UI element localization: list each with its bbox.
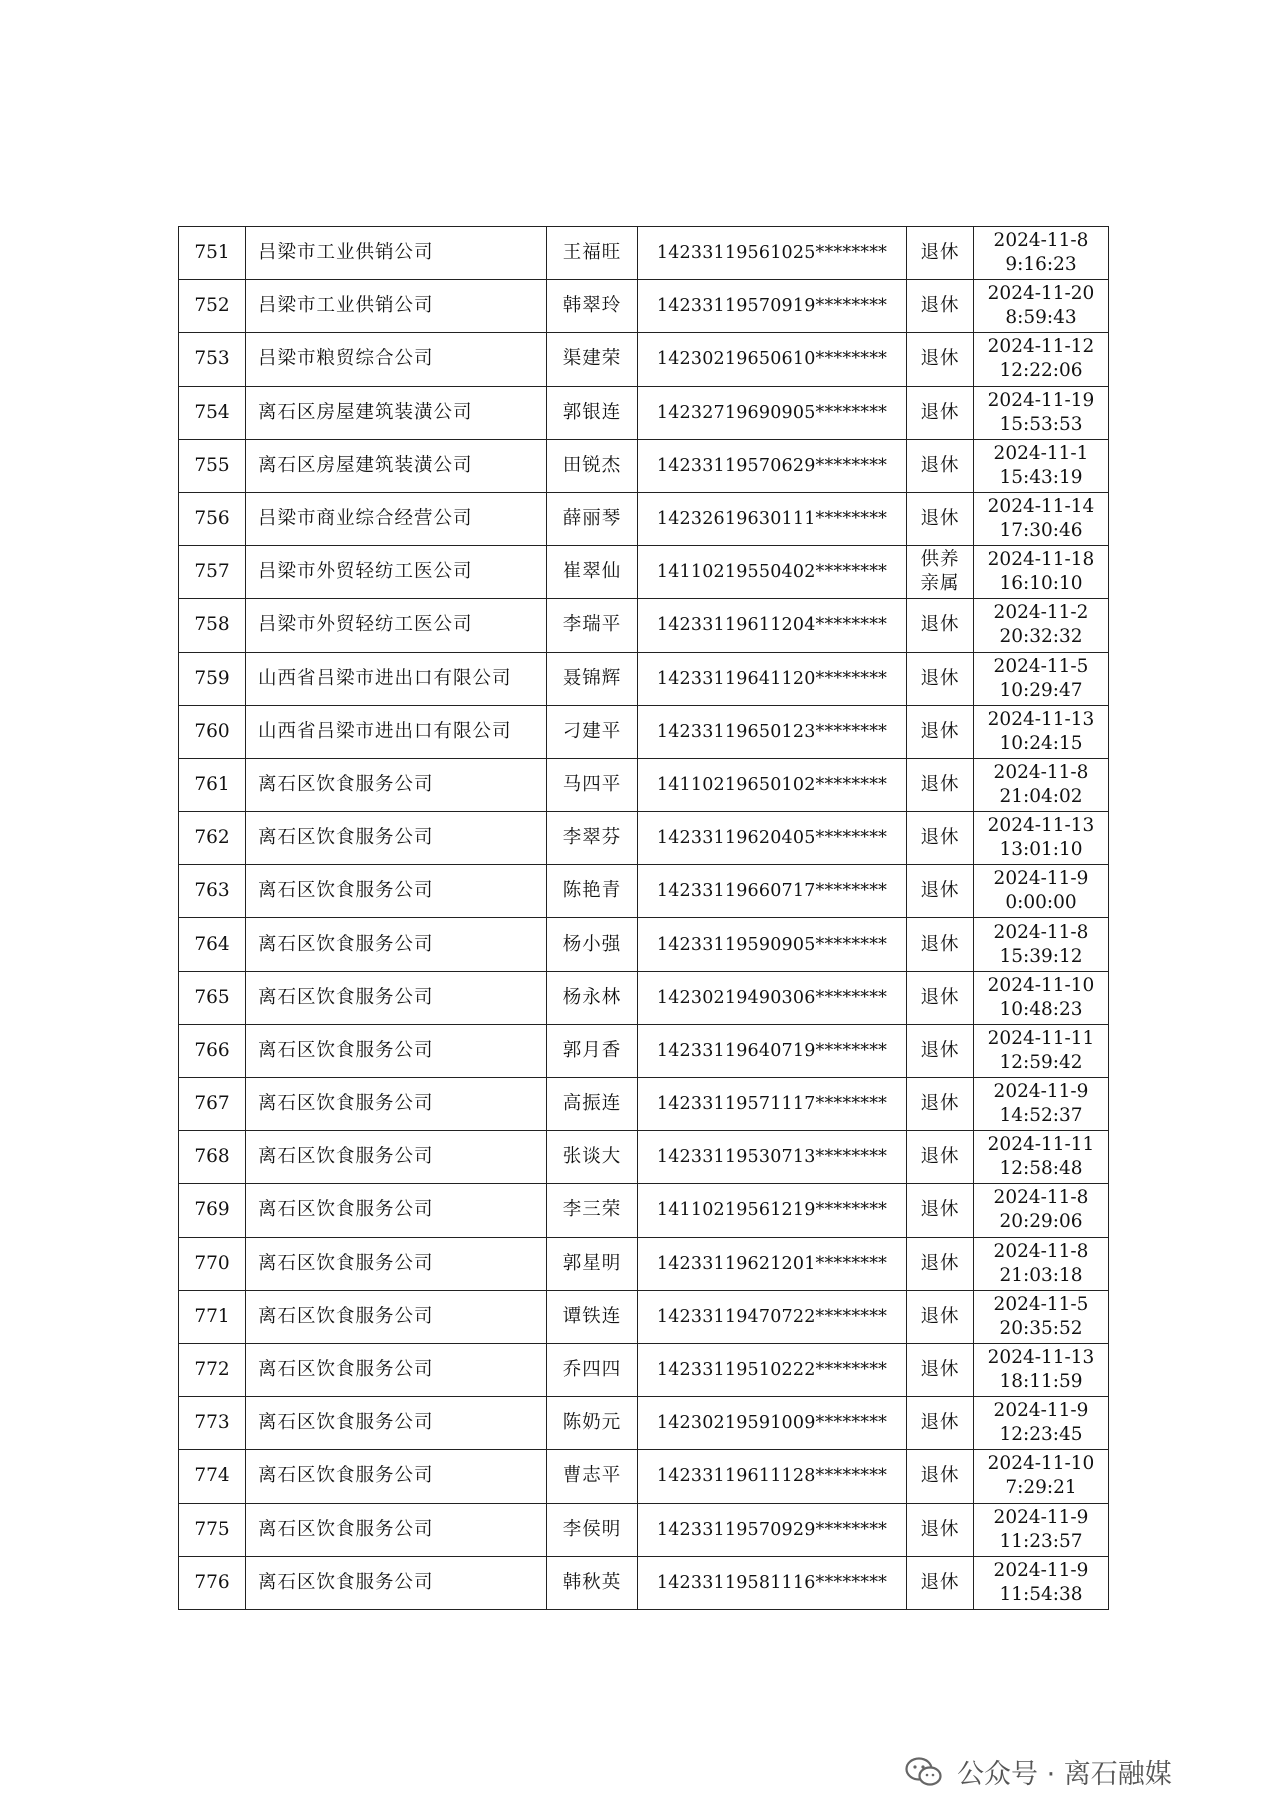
table-row [179, 652, 1109, 705]
table-row [179, 227, 1109, 280]
person-name: 郭星明 [547, 1237, 638, 1290]
person-name: 薛丽琴 [547, 492, 638, 545]
table-row [179, 1290, 1109, 1343]
timestamp-date: 2024-11-20 [987, 283, 1095, 305]
timestamp-time: 17:30:46 [999, 520, 1083, 542]
record-type: 退休 [907, 227, 974, 280]
timestamp-time: 21:04:02 [999, 785, 1083, 807]
person-name: 郭银连 [547, 386, 638, 439]
timestamp-cell [974, 1397, 1109, 1450]
person-name: 乔四四 [547, 1343, 638, 1396]
timestamp-time: 20:32:32 [999, 626, 1083, 648]
organization-name: 离石区饮食服务公司 [246, 758, 547, 811]
id-number: 14232719690905******** [638, 386, 907, 439]
person-name: 李瑞平 [547, 599, 638, 652]
timestamp-time: 12:59:42 [999, 1051, 1083, 1073]
timestamp-cell [974, 652, 1109, 705]
row-number: 762 [179, 812, 246, 865]
timestamp-date: 2024-11-8 [993, 1187, 1089, 1209]
timestamp-time: 15:53:53 [999, 413, 1083, 435]
organization-name: 离石区饮食服务公司 [246, 918, 547, 971]
timestamp-cell [974, 492, 1109, 545]
record-type: 退休 [907, 492, 974, 545]
organization-name: 离石区饮食服务公司 [246, 865, 547, 918]
record-type: 退休 [907, 865, 974, 918]
organization-name: 离石区饮食服务公司 [246, 1237, 547, 1290]
timestamp-time: 11:23:57 [999, 1530, 1083, 1552]
table-row [179, 1024, 1109, 1077]
timestamp-date: 2024-11-8 [993, 230, 1089, 252]
timestamp-time: 15:43:19 [999, 466, 1083, 488]
timestamp-time: 18:11:59 [999, 1371, 1083, 1393]
timestamp-cell [974, 705, 1109, 758]
organization-name: 离石区饮食服务公司 [246, 1184, 547, 1237]
timestamp-cell [974, 1184, 1109, 1237]
table-row [179, 812, 1109, 865]
organization-name: 吕梁市工业供销公司 [246, 280, 547, 333]
pension-record-table [178, 226, 1109, 1610]
id-number: 14230219490306******** [638, 971, 907, 1024]
record-type: 退休 [907, 652, 974, 705]
id-number: 14110219550402******** [638, 546, 907, 599]
timestamp-date: 2024-11-9 [993, 868, 1089, 890]
timestamp-time: 8:59:43 [1005, 307, 1077, 329]
id-number: 14233119571117******** [638, 1078, 907, 1131]
record-type: 退休 [907, 280, 974, 333]
person-name: 马四平 [547, 758, 638, 811]
table-row [179, 1184, 1109, 1237]
record-type: 退休 [907, 439, 974, 492]
organization-name: 离石区房屋建筑装潢公司 [246, 439, 547, 492]
timestamp-date: 2024-11-9 [993, 1081, 1089, 1103]
id-number: 14232619630111******** [638, 492, 907, 545]
person-name: 李翠芬 [547, 812, 638, 865]
row-number: 751 [179, 227, 246, 280]
row-number: 769 [179, 1184, 246, 1237]
organization-name: 离石区饮食服务公司 [246, 971, 547, 1024]
timestamp-cell [974, 1131, 1109, 1184]
record-type: 供养亲属 [907, 546, 974, 599]
table-row [179, 971, 1109, 1024]
timestamp-date: 2024-11-14 [987, 496, 1095, 518]
table-row [179, 599, 1109, 652]
id-number: 14233119660717******** [638, 865, 907, 918]
timestamp-cell [974, 280, 1109, 333]
timestamp-date: 2024-11-10 [987, 1453, 1095, 1475]
timestamp-date: 2024-11-13 [987, 815, 1095, 837]
organization-name: 山西省吕梁市进出口有限公司 [246, 652, 547, 705]
timestamp-date: 2024-11-18 [987, 549, 1095, 571]
person-name: 韩翠玲 [547, 280, 638, 333]
timestamp-date: 2024-11-2 [993, 602, 1089, 624]
organization-name: 离石区饮食服务公司 [246, 1343, 547, 1396]
person-name: 郭月香 [547, 1024, 638, 1077]
timestamp-cell [974, 1343, 1109, 1396]
record-type: 退休 [907, 599, 974, 652]
row-number: 774 [179, 1450, 246, 1503]
row-number: 757 [179, 546, 246, 599]
timestamp-time: 7:29:21 [1005, 1477, 1077, 1499]
person-name: 曹志平 [547, 1450, 638, 1503]
id-number: 14233119570919******** [638, 280, 907, 333]
timestamp-date: 2024-11-9 [993, 1506, 1089, 1528]
table-row [179, 1343, 1109, 1396]
person-name: 杨小强 [547, 918, 638, 971]
timestamp-time: 12:23:45 [999, 1424, 1083, 1446]
record-type: 退休 [907, 1024, 974, 1077]
organization-name: 离石区饮食服务公司 [246, 1290, 547, 1343]
timestamp-cell [974, 1290, 1109, 1343]
organization-name: 离石区饮食服务公司 [246, 1556, 547, 1609]
person-name: 陈艳青 [547, 865, 638, 918]
person-name: 王福旺 [547, 227, 638, 280]
timestamp-cell [974, 1024, 1109, 1077]
person-name: 李侯明 [547, 1503, 638, 1556]
organization-name: 离石区饮食服务公司 [246, 1024, 547, 1077]
table-row [179, 1503, 1109, 1556]
row-number: 756 [179, 492, 246, 545]
record-type: 退休 [907, 1237, 974, 1290]
row-number: 767 [179, 1078, 246, 1131]
record-type: 退休 [907, 1556, 974, 1609]
record-type: 退休 [907, 1397, 974, 1450]
organization-name: 吕梁市粮贸综合公司 [246, 333, 547, 386]
row-number: 770 [179, 1237, 246, 1290]
timestamp-date: 2024-11-8 [993, 1240, 1089, 1262]
person-name: 聂锦辉 [547, 652, 638, 705]
timestamp-cell [974, 386, 1109, 439]
timestamp-cell [974, 1503, 1109, 1556]
person-name: 张谈大 [547, 1131, 638, 1184]
record-type: 退休 [907, 1290, 974, 1343]
timestamp-date: 2024-11-13 [987, 1347, 1095, 1369]
timestamp-time: 10:48:23 [999, 998, 1083, 1020]
row-number: 754 [179, 386, 246, 439]
timestamp-time: 15:39:12 [999, 945, 1083, 967]
timestamp-time: 14:52:37 [999, 1105, 1083, 1127]
id-number: 14110219650102******** [638, 758, 907, 811]
record-type: 退休 [907, 1131, 974, 1184]
row-number: 776 [179, 1556, 246, 1609]
record-type: 退休 [907, 1503, 974, 1556]
timestamp-time: 11:54:38 [999, 1583, 1083, 1605]
row-number: 765 [179, 971, 246, 1024]
person-name: 渠建荣 [547, 333, 638, 386]
id-number: 14233119570929******** [638, 1503, 907, 1556]
timestamp-time: 0:00:00 [1005, 892, 1077, 914]
organization-name: 吕梁市工业供销公司 [246, 227, 547, 280]
table-row [179, 333, 1109, 386]
organization-name: 离石区饮食服务公司 [246, 1503, 547, 1556]
row-number: 763 [179, 865, 246, 918]
timestamp-date: 2024-11-10 [987, 974, 1095, 996]
id-number: 14233119590905******** [638, 918, 907, 971]
organization-name: 离石区饮食服务公司 [246, 1450, 547, 1503]
row-number: 752 [179, 280, 246, 333]
timestamp-cell [974, 1556, 1109, 1609]
timestamp-cell [974, 758, 1109, 811]
id-number: 14233119650123******** [638, 705, 907, 758]
organization-name: 吕梁市外贸轻纺工医公司 [246, 546, 547, 599]
timestamp-cell [974, 599, 1109, 652]
timestamp-time: 20:29:06 [999, 1211, 1083, 1233]
timestamp-date: 2024-11-1 [993, 442, 1089, 464]
timestamp-time: 16:10:10 [999, 573, 1083, 595]
timestamp-cell [974, 439, 1109, 492]
timestamp-cell [974, 1450, 1109, 1503]
person-name: 谭铁连 [547, 1290, 638, 1343]
id-number: 14230219650610******** [638, 333, 907, 386]
timestamp-cell [974, 333, 1109, 386]
timestamp-date: 2024-11-8 [993, 921, 1089, 943]
timestamp-time: 9:16:23 [1005, 254, 1077, 276]
table-body [179, 227, 1109, 1610]
timestamp-time: 13:01:10 [999, 839, 1083, 861]
id-number: 14233119621201******** [638, 1237, 907, 1290]
table-row [179, 1237, 1109, 1290]
id-number: 14233119581116******** [638, 1556, 907, 1609]
timestamp-time: 10:29:47 [999, 679, 1083, 701]
record-type: 退休 [907, 333, 974, 386]
id-number: 14233119611204******** [638, 599, 907, 652]
person-name: 田锐杰 [547, 439, 638, 492]
record-type: 退休 [907, 1343, 974, 1396]
wechat-icon [905, 1757, 943, 1787]
timestamp-date: 2024-11-19 [987, 389, 1095, 411]
record-type: 退休 [907, 705, 974, 758]
organization-name: 离石区饮食服务公司 [246, 812, 547, 865]
row-number: 753 [179, 333, 246, 386]
table-row [179, 705, 1109, 758]
record-type: 退休 [907, 386, 974, 439]
organization-name: 山西省吕梁市进出口有限公司 [246, 705, 547, 758]
record-type: 退休 [907, 918, 974, 971]
organization-name: 吕梁市商业综合经营公司 [246, 492, 547, 545]
id-number: 14233119561025******** [638, 227, 907, 280]
row-number: 761 [179, 758, 246, 811]
timestamp-cell [974, 865, 1109, 918]
timestamp-cell [974, 812, 1109, 865]
table-row [179, 1397, 1109, 1450]
timestamp-time: 10:24:15 [999, 732, 1083, 754]
table-row [179, 439, 1109, 492]
timestamp-cell [974, 546, 1109, 599]
timestamp-date: 2024-11-5 [993, 1293, 1089, 1315]
row-number: 758 [179, 599, 246, 652]
row-number: 768 [179, 1131, 246, 1184]
id-number: 14233119570629******** [638, 439, 907, 492]
row-number: 772 [179, 1343, 246, 1396]
timestamp-date: 2024-11-8 [993, 761, 1089, 783]
timestamp-time: 12:22:06 [999, 360, 1083, 382]
person-name: 崔翠仙 [547, 546, 638, 599]
id-number: 14233119640719******** [638, 1024, 907, 1077]
timestamp-cell [974, 1237, 1109, 1290]
table-row [179, 1131, 1109, 1184]
id-number: 14233119530713******** [638, 1131, 907, 1184]
record-type: 退休 [907, 1184, 974, 1237]
record-type: 退休 [907, 971, 974, 1024]
row-number: 771 [179, 1290, 246, 1343]
timestamp-cell [974, 918, 1109, 971]
timestamp-time: 12:58:48 [999, 1158, 1083, 1180]
table-row [179, 546, 1109, 599]
person-name: 刁建平 [547, 705, 638, 758]
id-number: 14233119641120******** [638, 652, 907, 705]
table-row [179, 758, 1109, 811]
table-row [179, 1556, 1109, 1609]
row-number: 755 [179, 439, 246, 492]
table-row [179, 865, 1109, 918]
row-number: 766 [179, 1024, 246, 1077]
table-row [179, 1450, 1109, 1503]
watermark [905, 1752, 1172, 1791]
table-row [179, 280, 1109, 333]
organization-name: 离石区饮食服务公司 [246, 1078, 547, 1131]
timestamp-time: 21:03:18 [999, 1264, 1083, 1286]
record-type: 退休 [907, 758, 974, 811]
row-number: 764 [179, 918, 246, 971]
timestamp-time: 20:35:52 [999, 1317, 1083, 1339]
row-number: 775 [179, 1503, 246, 1556]
person-name: 杨永林 [547, 971, 638, 1024]
row-number: 760 [179, 705, 246, 758]
person-name: 高振连 [547, 1078, 638, 1131]
record-type: 退休 [907, 812, 974, 865]
id-number: 14233119470722******** [638, 1290, 907, 1343]
timestamp-cell [974, 227, 1109, 280]
id-number: 14233119510222******** [638, 1343, 907, 1396]
row-number: 759 [179, 652, 246, 705]
id-number: 14230219591009******** [638, 1397, 907, 1450]
timestamp-date: 2024-11-11 [987, 1134, 1095, 1156]
timestamp-date: 2024-11-12 [987, 336, 1095, 358]
timestamp-cell [974, 1078, 1109, 1131]
timestamp-date: 2024-11-11 [987, 1027, 1095, 1049]
record-type: 退休 [907, 1078, 974, 1131]
table-row [179, 386, 1109, 439]
organization-name: 吕梁市外贸轻纺工医公司 [246, 599, 547, 652]
person-name: 陈奶元 [547, 1397, 638, 1450]
id-number: 14233119611128******** [638, 1450, 907, 1503]
timestamp-cell [974, 971, 1109, 1024]
table-row [179, 492, 1109, 545]
organization-name: 离石区饮食服务公司 [246, 1397, 547, 1450]
watermark-text: 公众号 · 离石融媒 [957, 1759, 1172, 1790]
timestamp-date: 2024-11-5 [993, 655, 1089, 677]
record-type: 退休 [907, 1450, 974, 1503]
timestamp-date: 2024-11-9 [993, 1559, 1089, 1581]
timestamp-date: 2024-11-13 [987, 708, 1095, 730]
person-name: 李三荣 [547, 1184, 638, 1237]
id-number: 14233119620405******** [638, 812, 907, 865]
row-number: 773 [179, 1397, 246, 1450]
person-name: 韩秋英 [547, 1556, 638, 1609]
table-row [179, 918, 1109, 971]
organization-name: 离石区饮食服务公司 [246, 1131, 547, 1184]
id-number: 14110219561219******** [638, 1184, 907, 1237]
timestamp-date: 2024-11-9 [993, 1400, 1089, 1422]
organization-name: 离石区房屋建筑装潢公司 [246, 386, 547, 439]
table-row [179, 1078, 1109, 1131]
